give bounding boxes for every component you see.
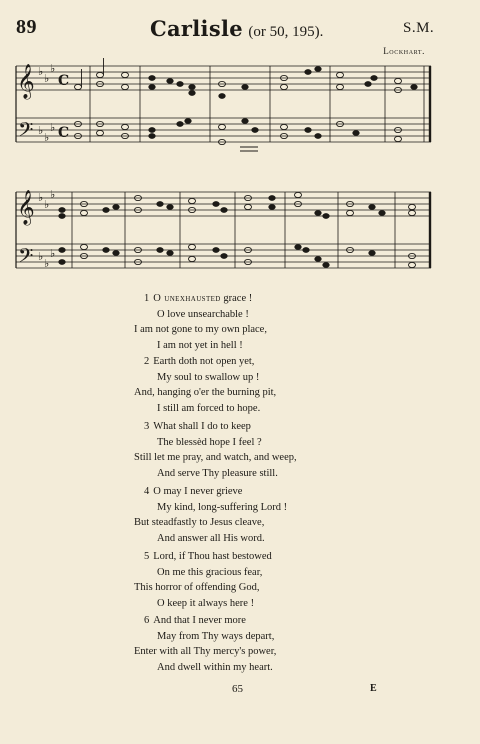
tune-name: Carlisle	[150, 16, 243, 41]
svg-text:C: C	[58, 125, 70, 141]
verse-line: 1 O unexhausted grace !	[144, 293, 253, 304]
verse-line: I am not gone to my own place,	[134, 324, 267, 336]
svg-text:♭: ♭	[44, 131, 50, 144]
verse-line: But steadfastly to Jesus cleave,	[134, 517, 265, 529]
verse-line: 6 And that I never more	[144, 615, 246, 626]
svg-text:𝄢: 𝄢	[18, 118, 34, 146]
verse-line: O keep it always here !	[157, 597, 255, 609]
verse-line: 4 O may I never grieve	[144, 486, 243, 497]
verse-line: I still am forced to hope.	[157, 402, 261, 414]
svg-text:♭: ♭	[38, 250, 44, 263]
verse-line: On me this gracious fear,	[157, 566, 263, 578]
svg-text:♭: ♭	[44, 198, 50, 211]
music-system-2	[0, 178, 480, 288]
svg-text:♭: ♭	[50, 188, 56, 201]
verse-line: And, hanging o'er the burning pit,	[134, 387, 277, 399]
verse-line: This horror of offending God,	[134, 582, 260, 594]
svg-text:C: C	[58, 73, 70, 89]
verse-line: 5 Lord, if Thou hast bestowed	[144, 551, 272, 562]
svg-text:𝄢: 𝄢	[18, 244, 34, 272]
page-number: 65	[232, 683, 243, 695]
verse-line: 3 What shall I do to keep	[144, 421, 251, 432]
verse-line: The blessèd hope I feel ?	[157, 436, 262, 448]
hymn-meter: S.M.	[403, 20, 435, 36]
composer-name: Lockhart.	[383, 46, 425, 56]
verse-line: My kind, long-suffering Lord !	[157, 501, 288, 513]
svg-text:♭: ♭	[38, 65, 44, 78]
svg-text:♭: ♭	[38, 191, 44, 204]
svg-text:♭: ♭	[44, 72, 50, 85]
verse-line: My soul to swallow up !	[157, 371, 260, 383]
verse-line: And dwell within my heart.	[157, 661, 273, 673]
svg-text:𝄞: 𝄞	[17, 190, 35, 225]
tune-reference: (or 50, 195).	[248, 24, 324, 40]
svg-text:♭: ♭	[38, 124, 44, 137]
verse-line: And answer all His word.	[157, 532, 265, 544]
verse-line: I am not yet in hell !	[157, 339, 243, 351]
verse-line: O love unsearchable !	[157, 308, 249, 320]
svg-text:♭: ♭	[50, 62, 56, 75]
verse-line: Still let me pray, and watch, and weep,	[134, 452, 297, 464]
music-system-1	[0, 52, 480, 162]
svg-text:♭: ♭	[44, 257, 50, 270]
verse-line: And serve Thy pleasure still.	[157, 467, 278, 479]
hymn-title	[150, 16, 323, 42]
verse-line: 2 Earth doth not open yet,	[144, 356, 255, 367]
svg-text:♭: ♭	[50, 121, 56, 134]
hymn-number: 89	[16, 16, 37, 38]
signature-mark: E	[370, 683, 377, 694]
svg-text:𝄞: 𝄞	[17, 64, 35, 99]
svg-text:♭: ♭	[50, 247, 56, 260]
verse-line: Enter with all Thy mercy's power,	[134, 646, 277, 658]
verse-line: May from Thy ways depart,	[157, 630, 275, 642]
